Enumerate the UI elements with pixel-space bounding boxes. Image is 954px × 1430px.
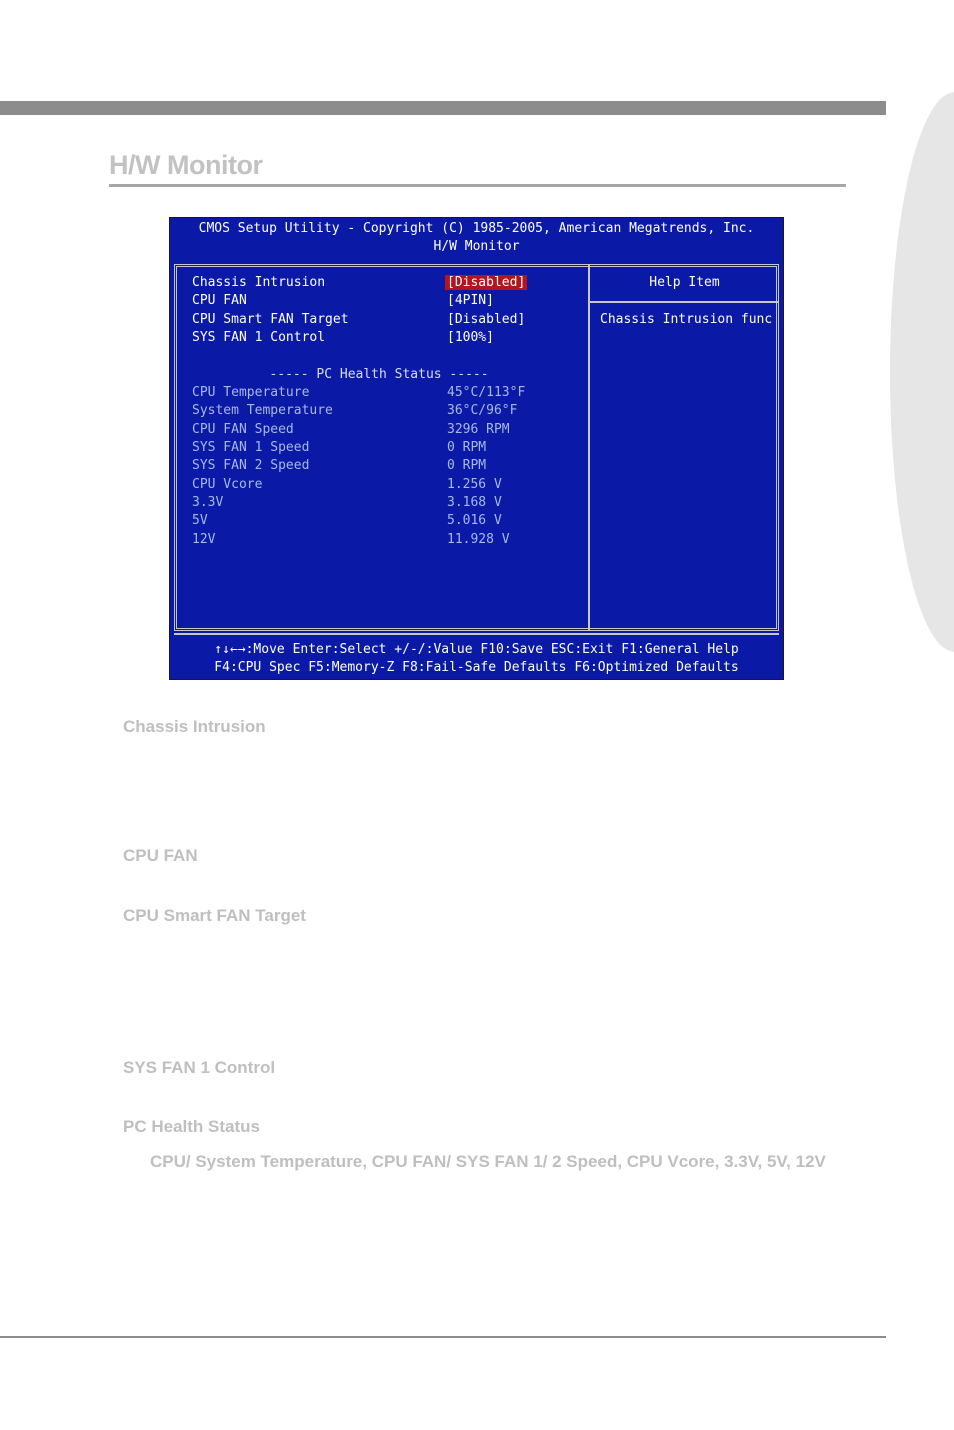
option-cpu-smart-fan-target[interactable]: CPU Smart FAN Target xyxy=(192,312,349,327)
option-chassis-intrusion[interactable]: Chassis Intrusion xyxy=(192,275,326,290)
health-sys-fan-1-speed-value: 0 RPM xyxy=(447,440,487,455)
title-divider xyxy=(109,184,846,187)
health-3v3: 3.3V xyxy=(192,495,224,510)
health-12v-value: 11.928 V xyxy=(447,532,510,547)
health-12v: 12V xyxy=(192,532,216,547)
health-sys-fan-2-speed-value: 0 RPM xyxy=(447,458,487,473)
option-sys-fan-1-control[interactable]: SYS FAN 1 Control xyxy=(192,330,326,345)
health-cpu-vcore-value: 1.256 V xyxy=(447,477,502,492)
health-cpu-fan-speed: CPU FAN Speed xyxy=(192,422,294,437)
health-5v-value: 5.016 V xyxy=(447,513,502,528)
bios-footer-divider xyxy=(174,633,779,635)
section-sys-fan-1-control: SYS FAN 1 Control xyxy=(123,1058,276,1077)
option-cpu-fan[interactable]: CPU FAN xyxy=(192,293,247,308)
help-item-text: Chassis Intrusion func xyxy=(600,312,773,327)
bios-screen-title: H/W Monitor xyxy=(433,239,520,254)
health-sys-fan-2-speed: SYS FAN 2 Speed xyxy=(192,458,310,473)
footer-keys-line-1: ↑↓←→:Move Enter:Select +/-/:Value F10:Save ESC:Exit F1:General Help xyxy=(214,642,739,657)
bios-help-separator xyxy=(590,301,779,303)
option-sys-fan-1-control-value[interactable]: [100%] xyxy=(447,330,494,345)
health-cpu-temperature-value: 45°C/113°F xyxy=(447,385,526,400)
page-title: H/W Monitor xyxy=(109,150,263,180)
option-cpu-smart-fan-target-value[interactable]: [Disabled] xyxy=(447,312,526,327)
option-chassis-intrusion-value[interactable]: [Disabled] xyxy=(447,275,526,290)
section-cpu-smart-fan-target: CPU Smart FAN Target xyxy=(123,906,306,925)
health-cpu-fan-speed-value: 3296 RPM xyxy=(447,422,510,437)
pc-health-status-description: CPU/ System Temperature, CPU FAN/ SYS FAN 1/ 2 Speed, CPU Vcore, 3.3V, 5V, 12V xyxy=(150,1152,826,1171)
section-cpu-fan: CPU FAN xyxy=(123,846,198,865)
health-system-temperature: System Temperature xyxy=(192,403,333,418)
section-chassis-intrusion: Chassis Intrusion xyxy=(123,717,266,736)
bios-header xyxy=(170,218,783,260)
bios-screen xyxy=(169,217,784,680)
health-cpu-vcore: CPU Vcore xyxy=(192,477,263,492)
bios-help-divider xyxy=(588,264,590,631)
health-5v: 5V xyxy=(192,513,208,528)
health-cpu-temperature: CPU Temperature xyxy=(192,385,310,400)
option-cpu-fan-value[interactable]: [4PIN] xyxy=(447,293,494,308)
header-bar xyxy=(0,101,886,115)
section-pc-health-status: PC Health Status xyxy=(123,1117,260,1136)
health-sys-fan-1-speed: SYS FAN 1 Speed xyxy=(192,440,310,455)
health-3v3-value: 3.168 V xyxy=(447,495,502,510)
help-item-title: Help Item xyxy=(649,275,720,290)
footer-keys-line-2: F4:CPU Spec F5:Memory-Z F8:Fail-Safe Defaults F6:Optimized Defaults xyxy=(214,660,739,675)
health-system-temperature-value: 36°C/96°F xyxy=(447,403,518,418)
footer-divider xyxy=(0,1336,886,1338)
side-tab xyxy=(890,92,954,652)
bios-copyright-line: CMOS Setup Utility - Copyright (C) 1985-2005, American Megatrends, Inc. xyxy=(198,221,755,236)
health-status-heading: ----- PC Health Status ----- xyxy=(269,367,489,382)
